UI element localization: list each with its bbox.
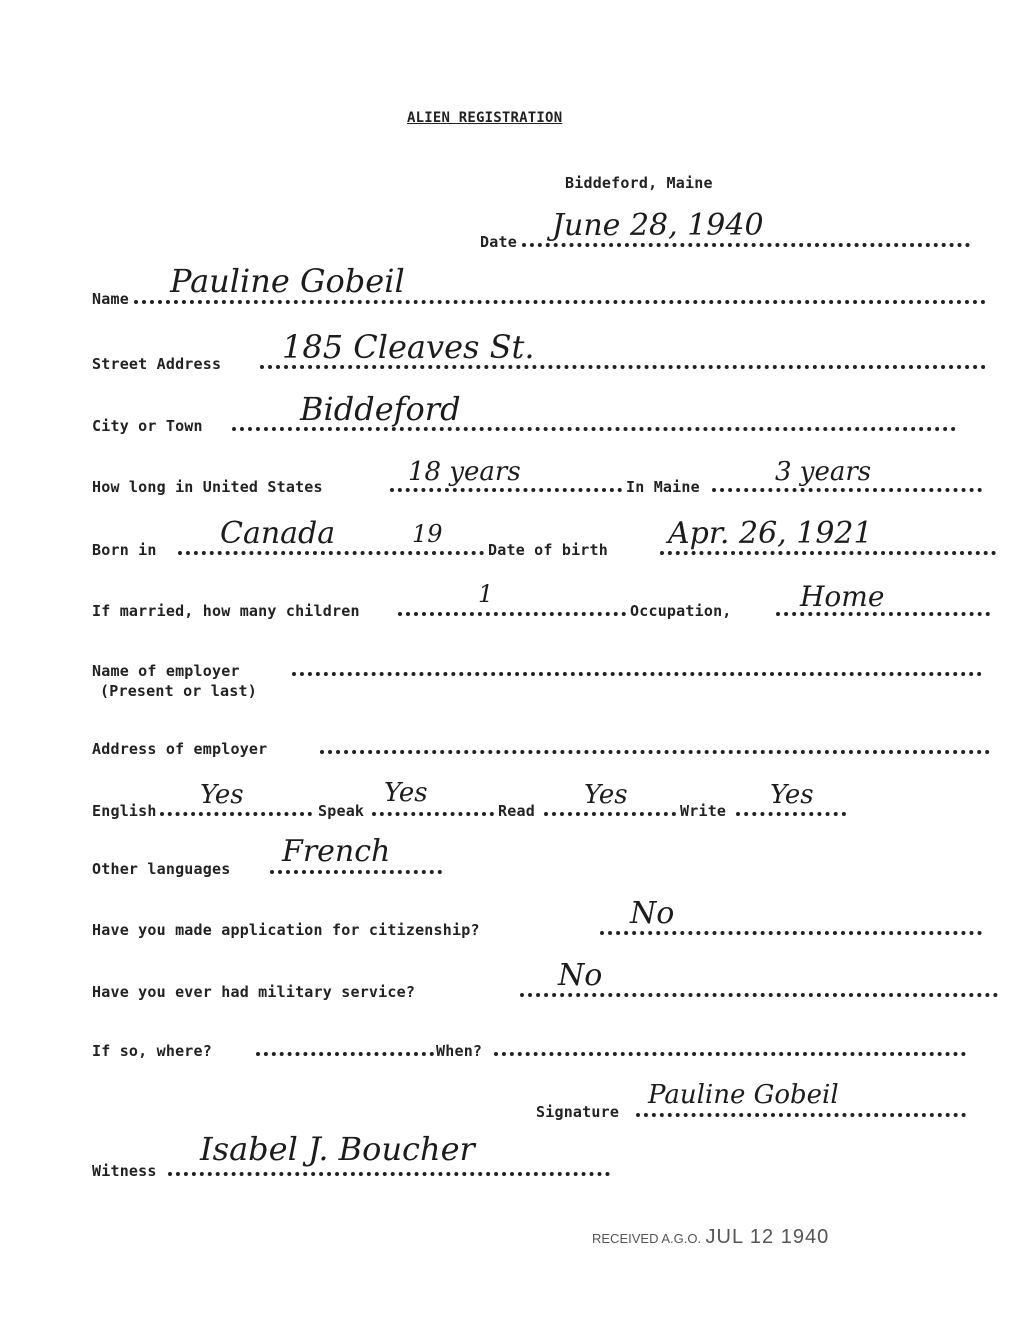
employer-address-label: Address of employer — [92, 740, 268, 758]
how-long-label: How long in United States — [92, 478, 323, 496]
children-label: If married, how many children — [92, 602, 360, 620]
employer-address-line — [320, 747, 990, 754]
speak-value: Yes — [384, 778, 428, 808]
received-stamp — [592, 1226, 829, 1249]
born-in-extra: 19 — [412, 520, 443, 548]
signature-value: Pauline Gobeil — [648, 1080, 839, 1110]
name-label: Name — [92, 290, 129, 308]
speak-label: Speak — [318, 802, 365, 820]
born-in-value: Canada — [220, 516, 336, 551]
write-value: Yes — [770, 780, 814, 810]
date-value: June 28, 1940 — [552, 208, 764, 243]
read-label: Read — [498, 802, 535, 820]
city-value: Biddeford — [300, 390, 461, 428]
form-title: ALIEN REGISTRATION — [407, 110, 563, 126]
citizenship-label: Have you made application for citizenship? — [92, 921, 480, 939]
speak-line — [372, 809, 494, 816]
english-label: English — [92, 802, 157, 820]
write-line — [736, 809, 846, 816]
other-languages-label: Other languages — [92, 860, 231, 878]
date-of-birth-value: Apr. 26, 1921 — [668, 516, 873, 551]
write-label: Write — [680, 802, 727, 820]
when-label: When? — [436, 1042, 483, 1060]
witness-label: Witness — [92, 1162, 157, 1180]
english-line — [160, 809, 312, 816]
received-prefix: RECEIVED A.G.O. — [592, 1231, 702, 1246]
witness-line — [168, 1169, 610, 1176]
employer-note: (Present or last) — [100, 682, 257, 700]
signature-label: Signature — [536, 1103, 620, 1121]
street-address-label: Street Address — [92, 355, 222, 373]
read-value: Yes — [584, 780, 628, 810]
children-line — [398, 609, 626, 616]
children-value: 1 — [478, 580, 494, 608]
occupation-value: Home — [800, 580, 885, 613]
citizenship-value: No — [630, 896, 675, 931]
english-value: Yes — [200, 780, 244, 810]
military-value: No — [558, 958, 603, 993]
military-label: Have you ever had military service? — [92, 983, 416, 1001]
other-languages-value: French — [282, 834, 391, 869]
how-long-value: 18 years — [408, 457, 521, 487]
signature-line — [636, 1110, 966, 1117]
born-in-label: Born in — [92, 541, 157, 559]
date-label: Date — [480, 233, 517, 251]
in-maine-label: In Maine — [626, 478, 700, 496]
occupation-label: Occupation, — [630, 602, 732, 620]
if-so-where-label: If so, where? — [92, 1042, 212, 1060]
employer-name-line — [292, 669, 982, 676]
when-line — [494, 1049, 966, 1056]
in-maine-value: 3 years — [775, 457, 872, 487]
employer-name-label: Name of employer — [92, 662, 240, 680]
name-value: Pauline Gobeil — [170, 262, 405, 300]
read-line — [544, 809, 676, 816]
received-date: JUL 12 1940 — [705, 1226, 830, 1248]
street-address-value: 185 Cleaves St. — [282, 328, 535, 366]
location: Biddeford, Maine — [565, 174, 713, 192]
if-so-where-line — [256, 1049, 434, 1056]
city-label: City or Town — [92, 417, 203, 435]
witness-value: Isabel J. Boucher — [200, 1130, 475, 1168]
date-of-birth-label: Date of birth — [488, 541, 608, 559]
